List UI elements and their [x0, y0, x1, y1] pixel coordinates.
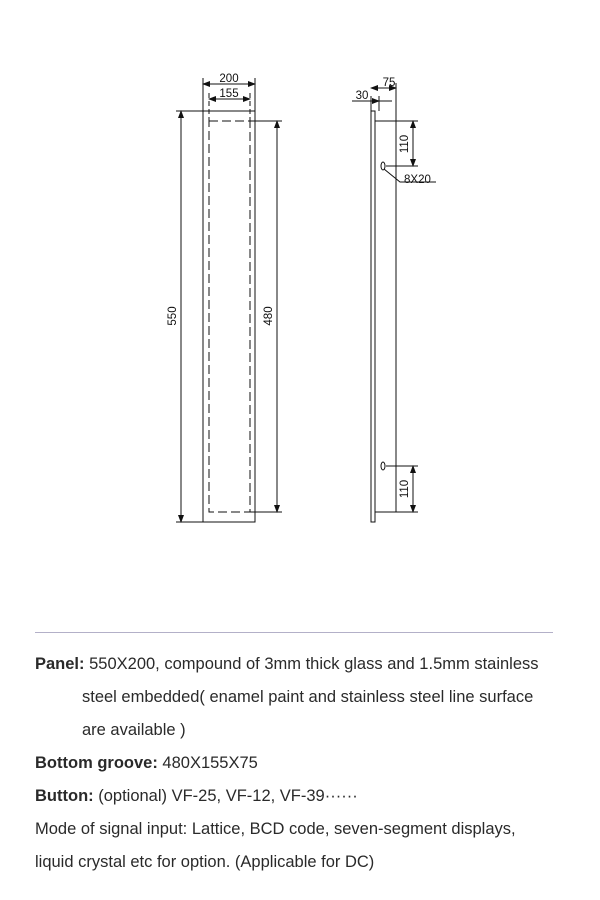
bottom-mounting-slot: [381, 462, 385, 470]
spec-button-value: (optional) VF-25, VF-12, VF-39······: [93, 787, 358, 805]
dim-slot-size: 8X20: [404, 174, 431, 186]
dim-bottom-spacing: 110: [399, 479, 411, 499]
side-view: [352, 83, 436, 522]
dim-groove-width: 155: [219, 88, 239, 100]
spec-panel-line-3: are available ): [82, 721, 186, 739]
spec-panel-line-2: steel embedded( enamel paint and stainless steel line surface: [82, 688, 534, 706]
spec-list: [35, 648, 575, 879]
spec-button: [35, 780, 575, 813]
spec-signal-line-2: liquid crystal etc for option. (Applicable for DC): [35, 853, 375, 871]
spec-signal-line-1: Mode of signal input: Lattice, BCD code, seven-segment displays,: [35, 820, 516, 838]
spec-panel-line-1: 550X200, compound of 3mm thick glass and 1.5mm stainless: [84, 655, 539, 673]
panel-outline: [203, 111, 255, 522]
side-panel-plate: [371, 111, 375, 522]
spec-panel-label: Panel:: [35, 655, 85, 673]
groove-outline: [209, 121, 250, 512]
spec-button-label: Button:: [35, 787, 94, 805]
dim-outer-height: 550: [167, 306, 179, 326]
dim-offset: 30: [355, 90, 369, 102]
spec-bottom-groove-value: 480X155X75: [157, 754, 258, 772]
section-divider: [35, 632, 553, 633]
dim-groove-height: 480: [263, 306, 275, 326]
front-view: [176, 78, 282, 522]
spec-bottom-groove-label: Bottom groove:: [35, 754, 158, 772]
spec-panel: [35, 648, 575, 681]
dim-depth: 75: [382, 77, 396, 89]
spec-bottom-groove: [35, 747, 575, 780]
dim-top-spacing: 110: [399, 134, 411, 154]
dim-outer-width: 200: [219, 73, 239, 85]
